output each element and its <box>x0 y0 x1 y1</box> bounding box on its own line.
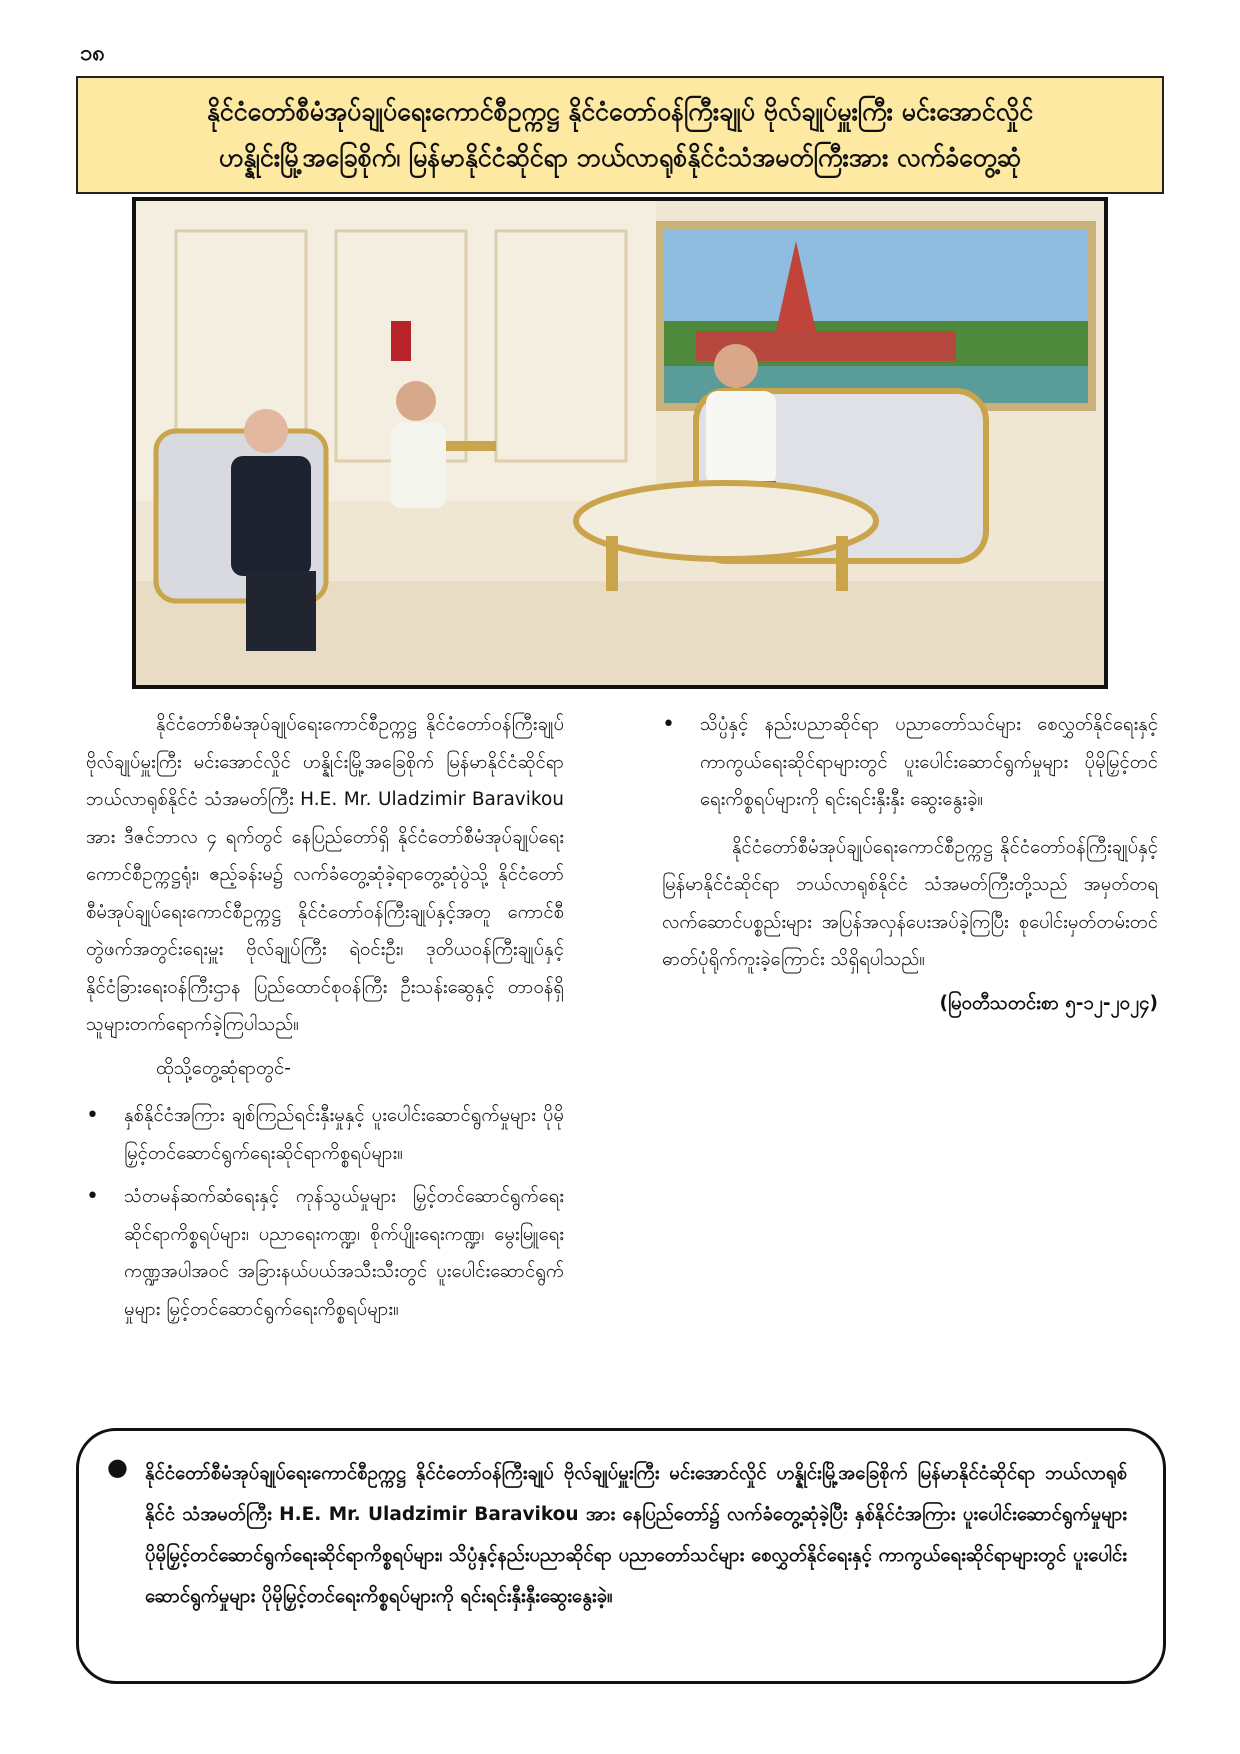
bullet-text: နှစ်နိုင်ငံအကြား ချစ်ကြည်ရင်းနှီးမှုနှင့် ပူးပေါင်းဆောင်ရွက်မှုများ ပိုမိုမြှင့်တင်ဆောင်ရွက်ရေးဆိုင်ရာကိစ္စရပ်များ။ <box>124 1105 564 1164</box>
article-closing: နိုင်ငံတော်စီမံအုပ်ချုပ်ရေးကောင်စီဥက္ကဋ္ဌ နိုင်ငံတော်ဝန်ကြီးချုပ်နှင့် မြန်မာနိုင်ငံဆိုင်ရာ ဘယ်လာရုစ်နိုင်ငံ သံအမတ်ကြီးတို့သည် အမှတ်တရလက်ဆောင်ပစ္စည်းများ အပြန်အလှန်ပေးအပ်ခဲ့ကြပြီး စုပေါင်းမှတ်တမ်းတင် ဓာတ်ပုံရိုက်ကူးခဲ့ကြောင်း သိရှိရပါသည်။ <box>662 836 1158 970</box>
article-subhead: ထိုသို့တွေ့ဆုံရာတွင်- <box>156 1057 291 1079</box>
meeting-photo <box>132 197 1108 689</box>
page-number: ၁၈ <box>80 41 105 66</box>
headline-box <box>76 76 1164 194</box>
article-column-right <box>662 706 1158 1022</box>
list-item <box>86 1178 564 1320</box>
summary-text: နိုင်ငံတော်စီမံအုပ်ချုပ်ရေးကောင်စီဥက္ကဋ္ဌ နိုင်ငံတော်ဝန်ကြီးချုပ် ဗိုလ်ချုပ်မှူးကြီး မင်းအောင်လှိုင် ဟန္နိုင်းမြို့အခြေစိုက် မြန်မာနိုင်ငံဆိုင်ရာ ဘယ်လာရုစ်နိုင်ငံ သံအမတ်ကြီး H.E. Mr. Uladzimir Baravikou အား နေပြည်တော်၌ လက်ခံတွေ့ဆုံခဲ့ပြီး နှစ်နိုင်ငံအကြား ပူးပေါင်းဆောင်ရွက်မှုများ ပိုမိုမြှင့်တင်ဆောင်ရွက်ရေးဆိုင်ရာကိစ္စရပ်များ၊ သိပ္ပံနှင့်နည်းပညာဆိုင်ရာ ပညာတော်သင်များ စေလွှတ်နိုင်ရေးနှင့် ကာကွယ်ရေးဆိုင်ရာများတွင် ပူးပေါင်းဆောင်ရွက်မှုများ ပိုမိုမြှင့်တင်ရေးကိစ္စရပ်များကို ရင်းရင်းနှီးနှီးဆွေးနွေးခဲ့။ <box>145 1463 1127 1607</box>
summary-box <box>76 1428 1166 1684</box>
article-intro: နိုင်ငံတော်စီမံအုပ်ချုပ်ရေးကောင်စီဥက္ကဋ္ဌ နိုင်ငံတော်ဝန်ကြီးချုပ် ဗိုလ်ချုပ်မှူးကြီး မင်းအောင်လှိုင် ဟန္နိုင်းမြို့အခြေစိုက် မြန်မာနိုင်ငံဆိုင်ရာ ဘယ်လာရုစ်နိုင်ငံ သံအမတ်ကြီး H.E. Mr. Uladzimir Baravikou အား ဒီဇင်ဘာလ ၄ ရက်တွင် နေပြည်တော်ရှိ နိုင်ငံတော်စီမံအုပ်ချုပ်ရေးကောင်စီဥက္ကဋ္ဌရုံး၊ ဧည့်ခန်းမ၌ လက်ခံတွေ့ဆုံခဲ့ရာတွေ့ဆုံပွဲသို့ နိုင်ငံတော်စီမံအုပ်ချုပ်ရေးကောင်စီဥက္ကဋ္ဌ နိုင်ငံတော်ဝန်ကြီးချုပ်နှင့်အတူ ကောင်စီတွဲဖက်အတွင်းရေးမှူး ဗိုလ်ချုပ်ကြီး ရဲဝင်းဦး၊ ဒုတိယဝန်ကြီးချုပ်နှင့် နိုင်ငံခြားရေးဝန်ကြီးဌာန ပြည်ထောင်စုဝန်ကြီး ဦးသန်းဆွေနှင့် တာဝန်ရှိသူများတက်ရောက်ခဲ့ကြပါသည်။ <box>86 714 564 1035</box>
bullet-icon: ● <box>107 1453 128 1481</box>
bullet-icon: • <box>86 1103 99 1128</box>
bullet-icon: • <box>86 1184 99 1209</box>
article-source: (မြဝတီသတင်းစာ ၅-၁၂-၂၀၂၄) <box>939 992 1158 1014</box>
bullet-text: သံတမန်ဆက်ဆံရေးနှင့် ကုန်သွယ်မှုများ မြှင့်တင်ဆောင်ရွက်ရေးဆိုင်ရာကိစ္စရပ်များ၊ ပညာရေးကဏ္ဍ၊ စိုက်ပျိုးရေးကဏ္ဍ၊ မွေးမြူရေးကဏ္ဍအပါအဝင် အခြားနယ်ပယ်အသီးသီးတွင် ပူးပေါင်းဆောင်ရွက်မှုများ မြှင့်တင်ဆောင်ရွက်ရေးကိစ္စရပ်များ။ <box>124 1186 564 1320</box>
headline-line-2: ဟန္နိုင်းမြို့အခြေစိုက်၊ မြန်မာနိုင်ငံဆိုင်ရာ ဘယ်လာရုစ်နိုင်ငံသံအမတ်ကြီးအား လက်ခံတွေ့ဆုံ <box>218 143 1022 172</box>
bullet-icon: • <box>662 712 675 737</box>
article-column-left <box>86 706 564 1320</box>
headline-line-1: နိုင်ငံတော်စီမံအုပ်ချုပ်ရေးကောင်စီဥက္ကဋ္ဌ နိုင်ငံတော်ဝန်ကြီးချုပ် ဗိုလ်ချုပ်မှူးကြီး မင်းအောင်လှိုင် <box>206 97 1034 126</box>
list-item <box>662 706 1158 819</box>
bullet-text: သိပ္ပံနှင့် နည်းပညာဆိုင်ရာ ပညာတော်သင်များ စေလွှတ်နိုင်ရေးနှင့် ကာကွယ်ရေးဆိုင်ရာများတွင် ပူးပေါင်းဆောင်ရွက်မှုများ ပိုမိုမြှင့်တင်ရေးကိစ္စရပ်များကို ရင်းရင်းနှီးနှီး ဆွေးနွေးခဲ့။ <box>700 714 1158 810</box>
list-item <box>86 1097 564 1172</box>
